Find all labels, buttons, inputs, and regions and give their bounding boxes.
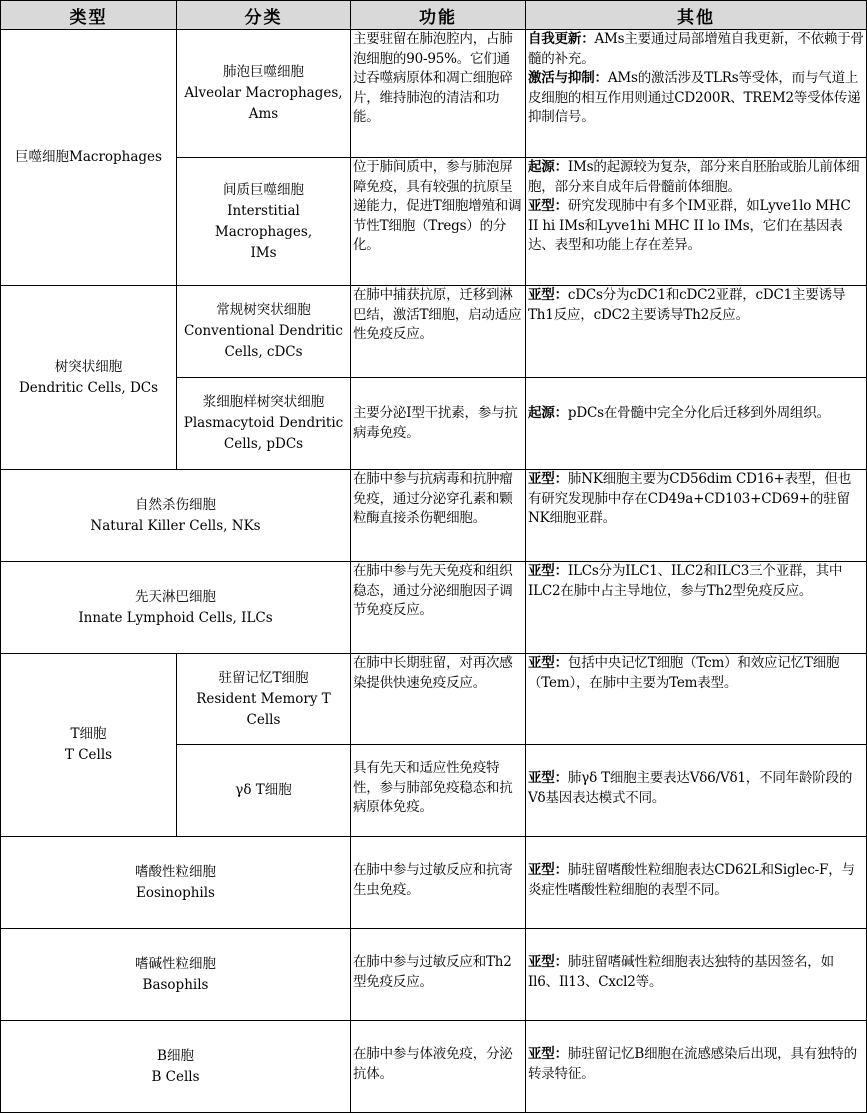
header-type: 类型 [1,1,177,30]
class-cell-pdcs [177,378,351,470]
other-label: 亚型： [528,862,568,878]
function-cell: 在肺中参与体液免疫，分泌抗体。 [351,1021,526,1113]
class-en: Conventional Dendritic [184,323,343,339]
function-cell: 主要驻留在肺泡腔内，占肺泡细胞的90-95%。它们通过吞噬病原体和凋亡细胞碎片，维持肺泡的清洁和功能。 [351,30,526,158]
class-en: Cells, cDCs [224,344,303,360]
other-label: 起源： [528,405,568,421]
other-cell [526,562,867,654]
class-cell-interstitial-macrophages [177,158,351,286]
class-en: Alveolar Macrophages, [184,85,343,101]
type-en: Natural Killer Cells, NKs [90,517,261,534]
class-cn: 浆细胞样树突状细胞 [202,394,325,410]
type-cn: 嗜碱性粒细胞 [135,955,216,972]
type-cn: T细胞 [70,726,107,742]
other-label: 亚型： [528,954,568,970]
other-text: 包括中央记忆T细胞（Tcm）和效应记忆T细胞（Tem），在肺中主要为Tem表型。 [528,655,840,691]
class-en: Interstitial Macrophages, [214,202,313,240]
class-cn: 常规树突状细胞 [216,302,311,318]
table-row [1,654,867,745]
type-cell-ilcs [1,562,351,654]
other-label: 亚型： [528,198,568,215]
other-text: 肺γδ T细胞主要表达Vδ6/Vδ1，不同年龄阶段的Vδ基因表达模式不同。 [528,770,853,806]
class-cell-gamma-delta-t [177,745,351,837]
class-cell-trm [177,654,351,745]
other-cell [526,1021,867,1113]
other-text: 肺驻留嗜酸性粒细胞表达CD62L和Siglec-F，与炎症性嗜酸性粒细胞的表型不同。 [528,862,855,898]
other-label: 激活与抑制： [528,70,608,87]
type-en: Dendritic Cells, DCs [18,379,159,396]
other-cell [526,470,867,562]
other-cell [526,286,867,378]
other-text: ILCs分为ILC1、ILC2和ILC3三个亚群，其中ILC2在肺中占主导地位，参与Th2型免疫反应。 [528,563,843,599]
class-cn: 间质巨噬细胞 [223,181,304,198]
type-en: Innate Lymphoid Cells, ILCs [78,609,273,626]
function-cell: 在肺中参与过敏反应和Th2型免疫反应。 [351,929,526,1021]
type-cell-macrophages [1,30,177,286]
type-cell-eosinophils [1,837,351,929]
type-cn: B细胞 [157,1047,194,1064]
header-function: 功能 [351,1,526,30]
table-row [1,837,867,929]
type-cell-dendritic-cells [1,286,177,470]
function-cell: 位于肺间质中，参与肺泡屏障免疫，具有较强的抗原呈递能力，促进T细胞增殖和调节性T细胞（Tregs）的分化。 [351,158,526,286]
type-cn: 巨噬细胞Macrophages [15,149,162,165]
type-cell-nk-cells [1,470,351,562]
other-text: IMs的起源较为复杂，部分来自胚胎或胎儿前体细胞，部分来自成年后骨髓前体细胞。 [528,159,860,195]
function-cell: 在肺中长期驻留，对再次感染提供快速免疫反应。 [351,654,526,745]
table-row [1,30,867,158]
other-label: 亚型： [528,770,568,786]
type-en: B Cells [151,1068,200,1085]
class-en: Resident Memory T Cells [196,690,331,728]
other-cell [526,654,867,745]
function-cell: 在肺中参与先天免疫和组织稳态，通过分泌细胞因子调节免疫反应。 [351,562,526,654]
function-cell: 在肺中捕获抗原，迁移到淋巴结，激活T细胞，启动适应性免疫反应。 [351,286,526,378]
class-cn: 肺泡巨噬细胞 [223,64,304,80]
type-en: Basophils [142,976,209,993]
type-cell-t-cells [1,654,177,837]
type-cn: 嗜酸性粒细胞 [135,863,216,880]
header-row [1,1,867,30]
other-label: 亚型： [528,563,568,579]
function-cell: 在肺中参与抗病毒和抗肿瘤免疫，通过分泌穿孔素和颗粒酶直接杀伤靶细胞。 [351,470,526,562]
class-cn: 驻留记忆T细胞 [218,669,309,686]
type-en: T Cells [64,747,113,763]
header-class: 分类 [177,1,351,30]
function-cell: 具有先天和适应性免疫特性，参与肺部免疫稳态和抗病原体免疫。 [351,745,526,837]
table-row [1,470,867,562]
other-cell [526,929,867,1021]
other-cell [526,158,867,286]
type-cn: 先天淋巴细胞 [135,588,216,605]
other-label: 亚型： [528,471,568,487]
table-row [1,929,867,1021]
function-cell: 在肺中参与过敏反应和抗寄生虫免疫。 [351,837,526,929]
other-text: 肺驻留嗜碱性粒细胞表达独特的基因签名，如Il6、Il13、Cxcl2等。 [528,954,834,990]
other-text: AMs的激活涉及TLRs等受体，而与气道上皮细胞的相互作用则通过CD200R、TREM2等受体传递抑制信号。 [528,70,861,126]
function-cell: 主要分泌I型干扰素，参与抗病毒免疫。 [351,378,526,470]
class-en: Cells, pDCs [223,436,304,452]
other-label: 亚型： [528,655,568,671]
header-other: 其他 [526,1,867,30]
other-cell [526,745,867,837]
type-en: Eosinophils [136,884,215,901]
other-text: 研究发现肺中有多个IM亚群，如Lyve1lo MHC II hi IMs和Lyve1hi MHC II lo IMs，它们在基因表达、表型和功能上存在差异。 [528,198,851,254]
other-cell [526,30,867,158]
other-text: 肺NK细胞主要为CD56dim CD16+表型，但也有研究发现肺中存在CD49a+CD103+CD69+的驻留NK细胞亚群。 [528,471,852,527]
other-text: cDCs分为cDC1和cDC2亚群，cDC1主要诱导Th1反应，cDC2主要诱导Th2反应。 [528,287,846,323]
other-label: 亚型： [528,1046,568,1062]
other-text: pDCs在骨髓中完全分化后迁移到外周组织。 [567,405,830,421]
class-cn: γδ T细胞 [235,782,292,798]
class-en: Plasmacytoid Dendritic [183,415,344,431]
other-cell [526,837,867,929]
class-cell-cdcs [177,286,351,378]
class-en: IMs [250,244,277,261]
type-cell-b-cells [1,1021,351,1113]
other-label: 亚型： [528,287,568,303]
other-text: 肺驻留记忆B细胞在流感感染后出现，具有独特的转录特征。 [528,1046,857,1082]
type-cell-basophils [1,929,351,1021]
type-cn: 树突状细胞 [54,358,123,375]
other-text: AMs主要通过局部增殖自我更新，不依赖于骨髓的补充。 [528,31,864,67]
other-label: 起源： [528,159,568,175]
other-cell [526,378,867,470]
table-row [1,1021,867,1113]
class-cell-alveolar-macrophages [177,30,351,158]
type-cn: 自然杀伤细胞 [135,496,216,513]
table-row [1,286,867,378]
table-row [1,562,867,654]
class-en: Ams [248,106,279,122]
other-label: 自我更新： [528,31,595,47]
